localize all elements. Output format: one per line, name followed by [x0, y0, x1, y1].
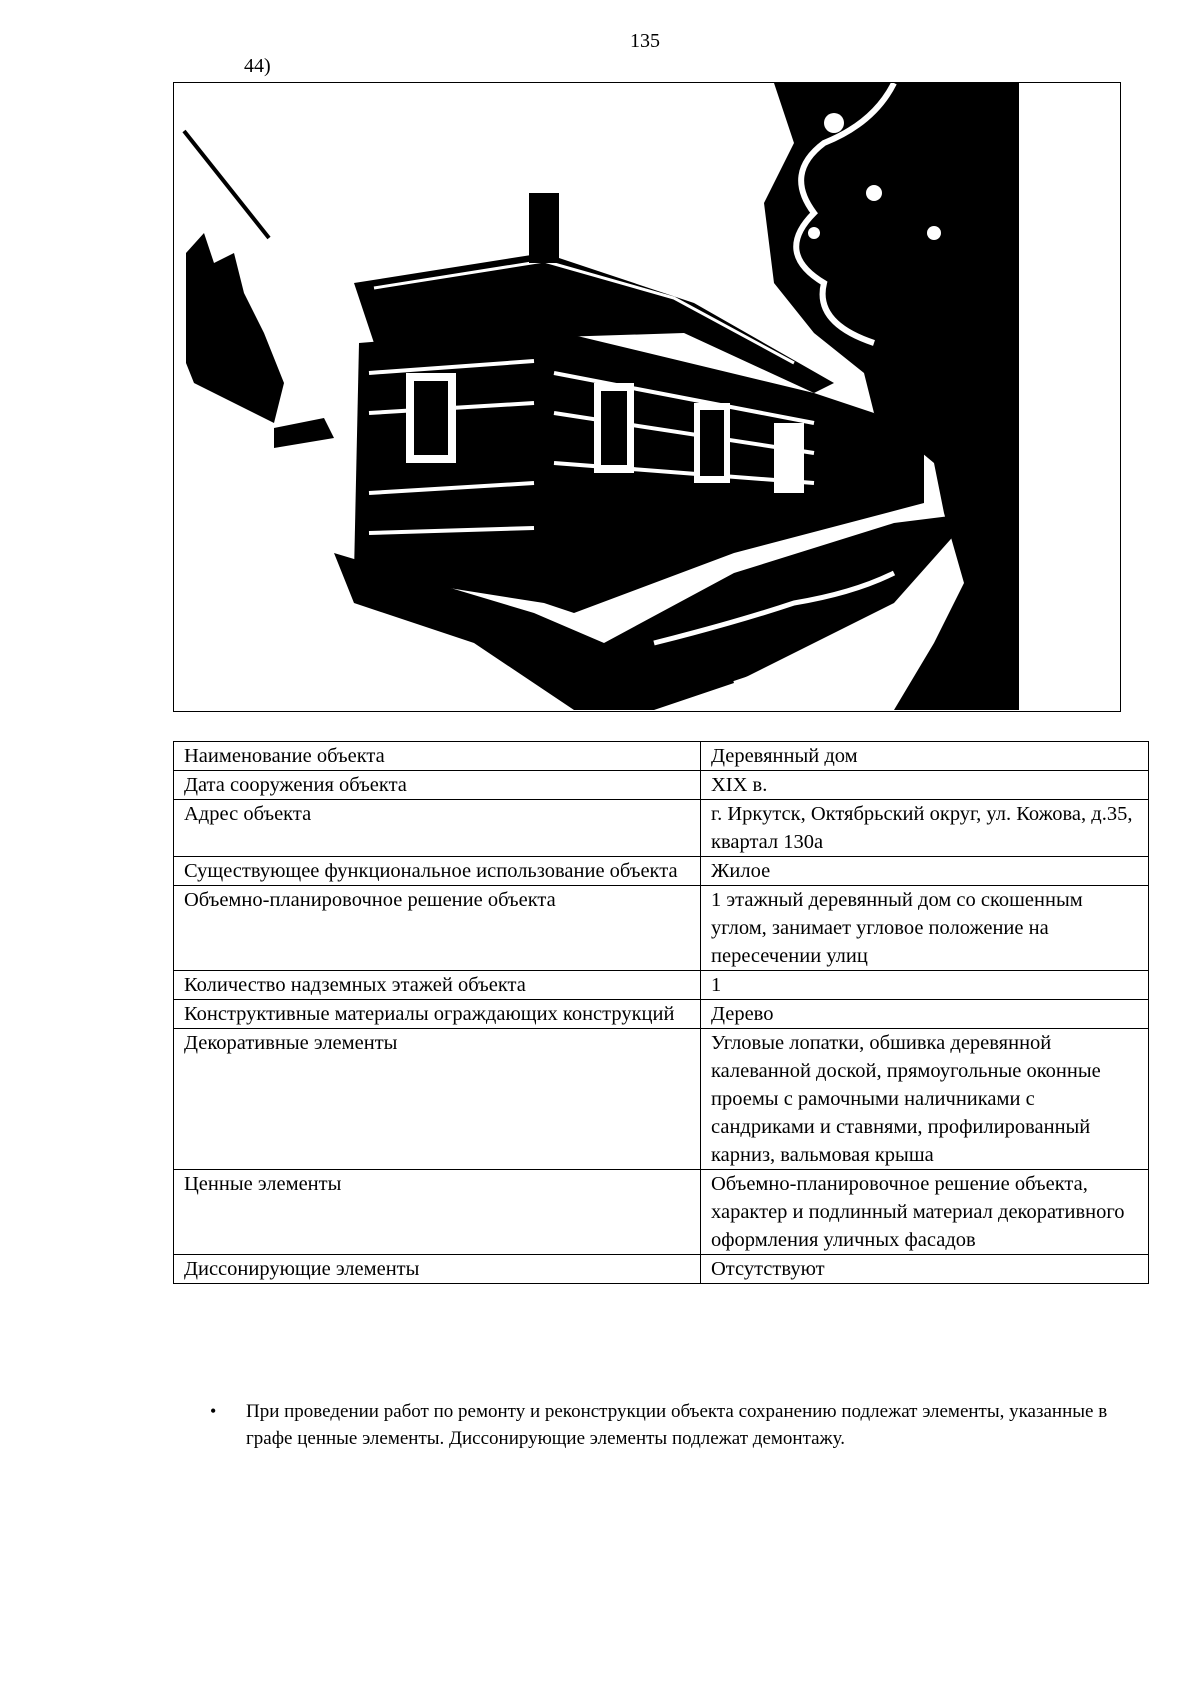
footnote-text: При проведении работ по ремонту и реконструкции объекта сохранению подлежат элементы, указанные в графе ценные элементы. Диссонирующие элементы подлежат демонтажу.	[246, 1401, 1108, 1449]
house-photo	[173, 82, 1121, 712]
row-label: Наименование объекта	[174, 742, 701, 771]
row-value: 1 этажный деревянный дом со скошенным углом, занимает угловое положение на пересечении улиц	[701, 886, 1149, 971]
table-row	[174, 971, 1149, 1000]
row-label: Диссонирующие элементы	[174, 1255, 701, 1284]
bullet-icon: •	[210, 1401, 217, 1421]
row-value: 1	[701, 971, 1149, 1000]
row-value: г. Иркутск, Октябрьский округ, ул. Кожова, д.35, квартал 130а	[701, 800, 1149, 857]
table-row	[174, 800, 1149, 857]
row-value: Деревянный дом	[701, 742, 1149, 771]
table-row	[174, 886, 1149, 971]
row-value: Отсутствуют	[701, 1255, 1149, 1284]
row-label: Существующее функциональное использование объекта	[174, 857, 701, 886]
row-value: XIX в.	[701, 771, 1149, 800]
table-row	[174, 1029, 1149, 1170]
row-label: Дата сооружения объекта	[174, 771, 701, 800]
row-label: Количество надземных этажей объекта	[174, 971, 701, 1000]
table-row	[174, 1255, 1149, 1284]
table-row	[174, 1170, 1149, 1255]
row-label: Ценные элементы	[174, 1170, 701, 1255]
row-label: Декоративные элементы	[174, 1029, 701, 1170]
table-row	[174, 771, 1149, 800]
table-row	[174, 857, 1149, 886]
table-row	[174, 1000, 1149, 1029]
row-label: Конструктивные материалы ограждающих конструкций	[174, 1000, 701, 1029]
table-row	[174, 742, 1149, 771]
item-number: 44)	[244, 55, 271, 77]
row-label: Адрес объекта	[174, 800, 701, 857]
page-number: 135	[630, 30, 660, 52]
object-info-table	[173, 741, 1149, 1284]
house-photo-illustration	[174, 83, 1119, 710]
row-value: Жилое	[701, 857, 1149, 886]
row-value: Угловые лопатки, обшивка деревянной калеванной доской, прямоугольные оконные проемы с рамочными наличниками с сандриками и ставнями, профилированный карниз, вальмовая крыша	[701, 1029, 1149, 1170]
row-label: Объемно-планировочное решение объекта	[174, 886, 701, 971]
row-value: Дерево	[701, 1000, 1149, 1029]
row-value: Объемно-планировочное решение объекта, характер и подлинный материал декоративного оформления уличных фасадов	[701, 1170, 1149, 1255]
footnote	[210, 1398, 1110, 1452]
